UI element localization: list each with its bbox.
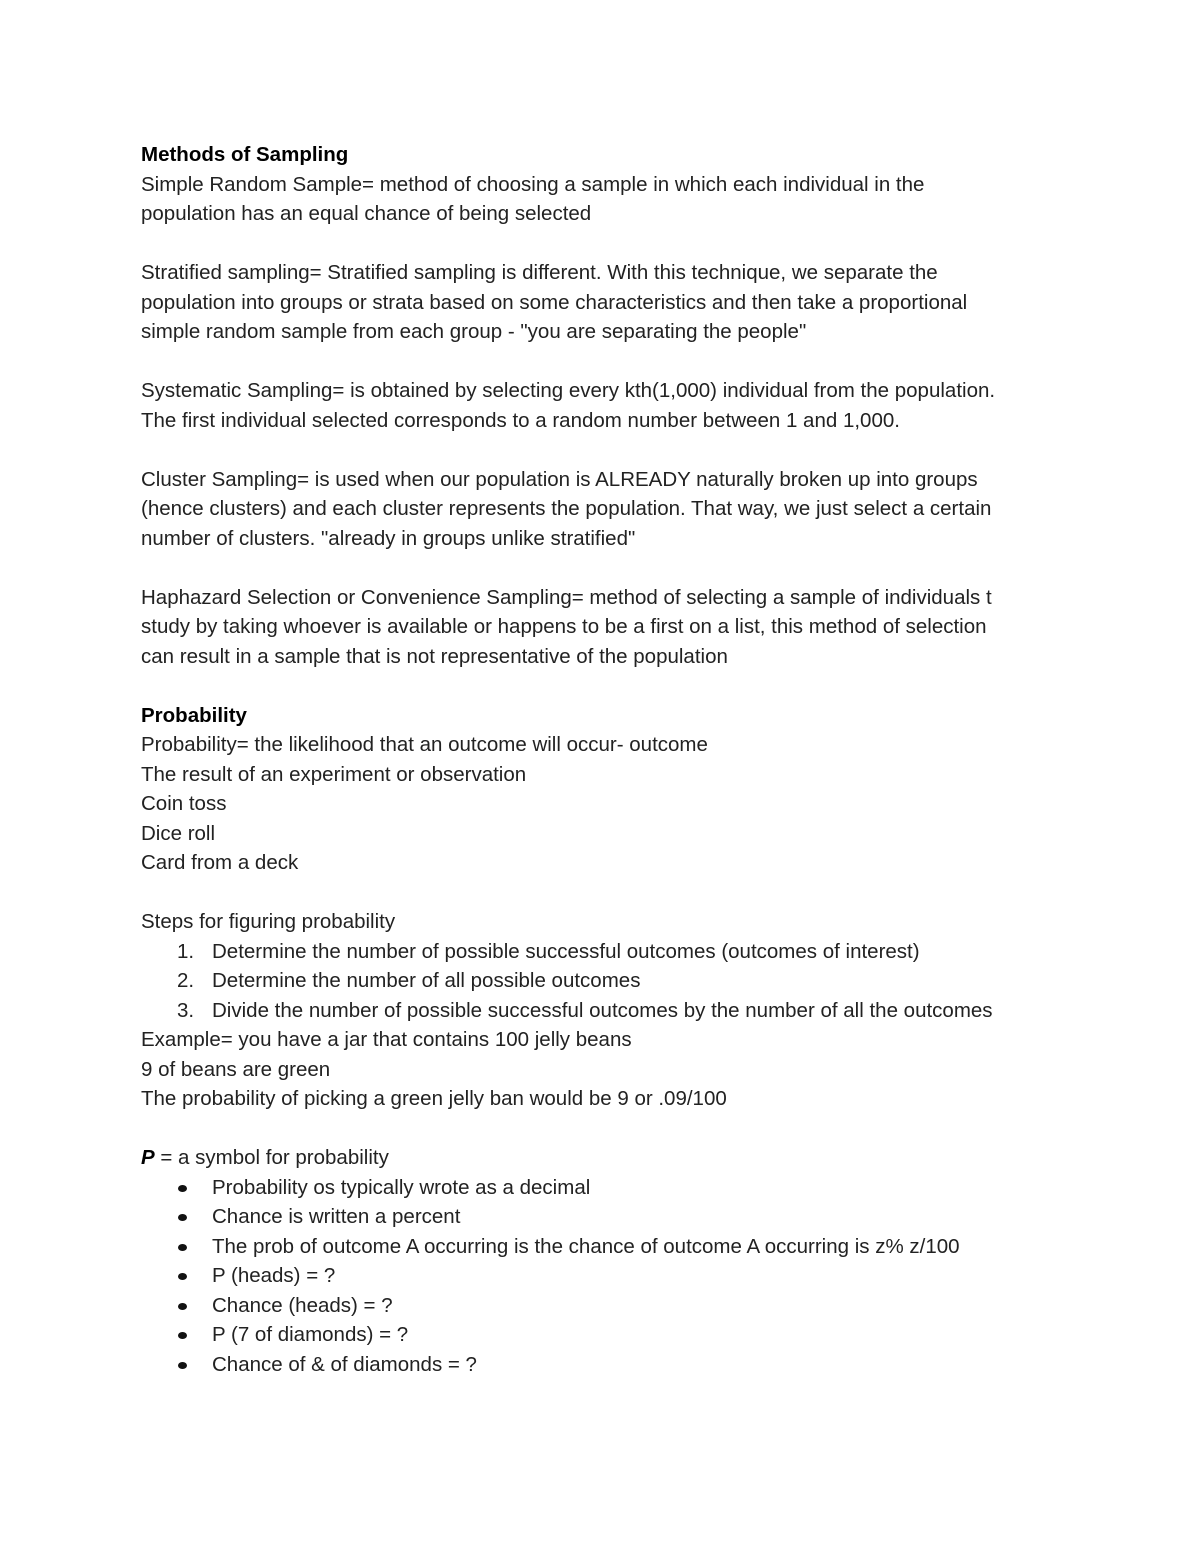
list-item	[141, 1173, 1061, 1203]
bullet-icon	[178, 1362, 187, 1369]
simple-random-paragraph	[141, 170, 1061, 229]
probability-heading: Probability	[141, 703, 247, 727]
example-paragraph	[141, 1025, 1061, 1114]
bullet-icon	[178, 1244, 187, 1251]
bullet-icon	[178, 1214, 187, 1221]
list-number: 2.	[177, 969, 195, 992]
paragraph-line: can result in a sample that is not representative of the population	[141, 644, 728, 668]
paragraph-line: (hence clusters) and each cluster represents the population. That way, we just select a certain	[141, 497, 992, 520]
list-item	[141, 937, 1061, 967]
paragraph-line: Card from a deck	[141, 851, 299, 874]
blank-line	[141, 347, 1061, 377]
list-item-text: P (heads) = ?	[212, 1264, 336, 1287]
bullet-icon	[178, 1273, 187, 1280]
bullet-icon	[178, 1332, 187, 1339]
paragraph-line: study by taking whoever is available or happens to be a first on a list, this method of selection	[141, 615, 987, 638]
sampling-heading: Methods of Sampling	[141, 143, 349, 166]
list-item-text: Divide the number of possible successful outcomes by the number of all the outcomes	[212, 998, 993, 1022]
list-item	[141, 996, 1061, 1026]
list-number: 3.	[177, 998, 195, 1022]
paragraph-line: number of clusters. "already in groups unlike stratified"	[141, 526, 636, 550]
stratified-paragraph	[141, 258, 1061, 347]
bullet-list	[141, 1173, 1061, 1380]
blank-line	[141, 229, 1061, 259]
systematic-paragraph	[141, 376, 1061, 435]
cluster-paragraph	[141, 465, 1061, 554]
steps-title: Steps for figuring probability	[141, 910, 396, 933]
paragraph-line: 9 of beans are green	[141, 1057, 331, 1081]
paragraph-line: Cluster Sampling= is used when our population is ALREADY naturally broken up into groups	[141, 467, 978, 491]
blank-line	[141, 553, 1061, 583]
list-item-text: Chance of & of diamonds = ?	[212, 1352, 477, 1376]
paragraph-line: Coin toss	[141, 792, 227, 815]
list-item-text: Determine the number of possible successful outcomes (outcomes of interest)	[212, 939, 920, 963]
haphazard-paragraph	[141, 583, 1061, 672]
blank-line	[141, 1114, 1061, 1144]
list-number: 1.	[177, 939, 195, 963]
paragraph-line: population has an equal chance of being selected	[141, 202, 592, 225]
list-item	[141, 1291, 1061, 1321]
list-item-text: Chance is written a percent	[212, 1205, 461, 1228]
paragraph-line: Simple Random Sample= method of choosing a sample in which each individual in the	[141, 172, 925, 196]
paragraph-line: The result of an experiment or observation	[141, 762, 527, 786]
list-item-text: Determine the number of all possible outcomes	[212, 969, 641, 992]
probability-definition	[141, 730, 1061, 878]
paragraph-line: Probability= the likelihood that an outcome will occur- outcome	[141, 733, 708, 756]
paragraph-line: population into groups or strata based on some characteristics and then take a proportional	[141, 290, 968, 314]
paragraph-line: Stratified sampling= Stratified sampling is different. With this technique, we separate the	[141, 261, 938, 284]
paragraph-line: Dice roll	[141, 821, 216, 845]
list-item	[141, 1202, 1061, 1232]
paragraph-line: simple random sample from each group - "you are separating the people"	[141, 320, 807, 343]
blank-line	[141, 671, 1061, 701]
symbol-description: = a symbol for probability	[154, 1146, 389, 1169]
list-item	[141, 966, 1061, 996]
paragraph-line: Systematic Sampling= is obtained by selecting every kth(1,000) individual from the population.	[141, 379, 996, 402]
bullet-icon	[178, 1303, 187, 1310]
list-item-text: P (7 of diamonds) = ?	[212, 1323, 409, 1346]
paragraph-line: Example= you have a jar that contains 100 jelly beans	[141, 1028, 632, 1051]
steps-list	[141, 937, 1061, 1026]
symbol-line	[141, 1143, 1061, 1173]
document-page	[141, 140, 1061, 1379]
blank-line	[141, 878, 1061, 908]
list-item	[141, 1261, 1061, 1291]
paragraph-line: The probability of picking a green jelly ban would be 9 or .09/100	[141, 1087, 727, 1110]
list-item-text: Probability os typically wrote as a decimal	[212, 1175, 591, 1199]
bullet-icon	[178, 1185, 187, 1192]
list-item	[141, 1350, 1061, 1380]
list-item-text: Chance (heads) = ?	[212, 1293, 393, 1317]
paragraph-line: Haphazard Selection or Convenience Sampling= method of selecting a sample of individuals t	[141, 585, 992, 609]
list-item	[141, 1320, 1061, 1350]
probability-symbol: P	[141, 1146, 155, 1169]
blank-line	[141, 435, 1061, 465]
paragraph-line: The first individual selected corresponds to a random number between 1 and 1,000.	[141, 408, 900, 432]
list-item-text: The prob of outcome A occurring is the chance of outcome A occurring is z% z/100	[212, 1234, 960, 1258]
list-item	[141, 1232, 1061, 1262]
